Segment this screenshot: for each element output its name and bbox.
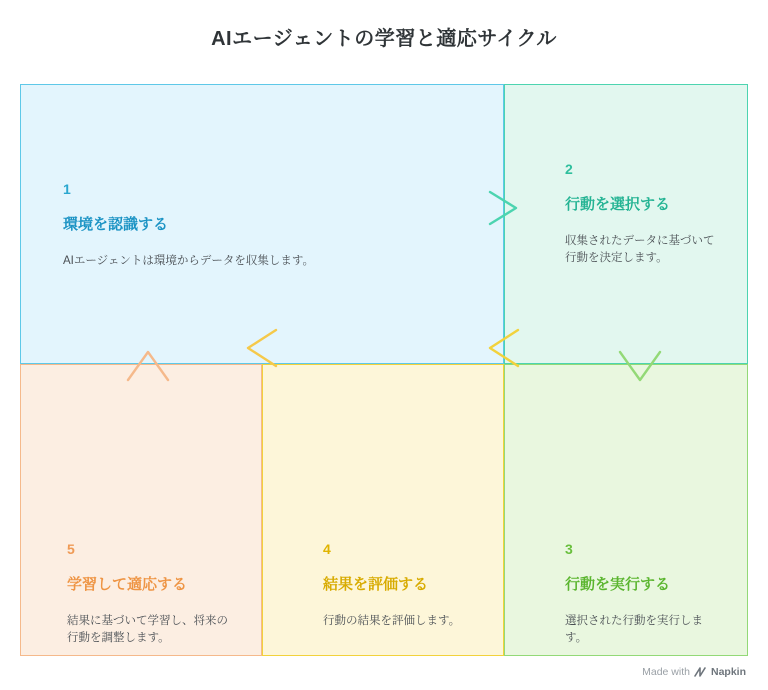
footer-brand-label: Napkin: [710, 666, 746, 678]
step-card-perceive[interactable]: [20, 84, 504, 364]
step-number: 3: [565, 541, 573, 557]
page-title: AIエージェントの学習と適応サイクル: [211, 28, 557, 50]
step-heading: 行動を選択する: [565, 196, 671, 213]
footer-attribution: [642, 666, 746, 678]
napkin-logo-icon: [694, 667, 707, 678]
step-heading: 環境を認識する: [63, 216, 169, 233]
step-description: AIエージェントは環境からデータを収集します。: [63, 255, 314, 267]
step-card-execute-action[interactable]: [504, 364, 748, 656]
step-description: 結果に基づいて学習し、将来の行動を調整します。: [67, 615, 228, 644]
step-card-select-action[interactable]: [504, 84, 748, 364]
step-description: 選択された行動を実行します。: [565, 615, 703, 644]
step-description: 行動の結果を評価します。: [323, 615, 461, 627]
step-number: 4: [323, 541, 331, 557]
step-heading: 行動を実行する: [565, 576, 671, 593]
step-card-learn-adapt[interactable]: [20, 364, 262, 656]
step-heading: 学習して適応する: [67, 576, 188, 593]
step-number: 2: [565, 161, 573, 177]
footer-made-with-label: Made with: [642, 666, 690, 678]
step-number: 5: [67, 541, 75, 557]
step-card-evaluate-result[interactable]: [262, 364, 504, 656]
step-description: 収集されたデータに基づいて行動を決定します。: [565, 235, 715, 264]
step-number: 1: [63, 181, 71, 197]
step-heading: 結果を評価する: [323, 576, 429, 593]
cycle-diagram: [20, 84, 748, 656]
